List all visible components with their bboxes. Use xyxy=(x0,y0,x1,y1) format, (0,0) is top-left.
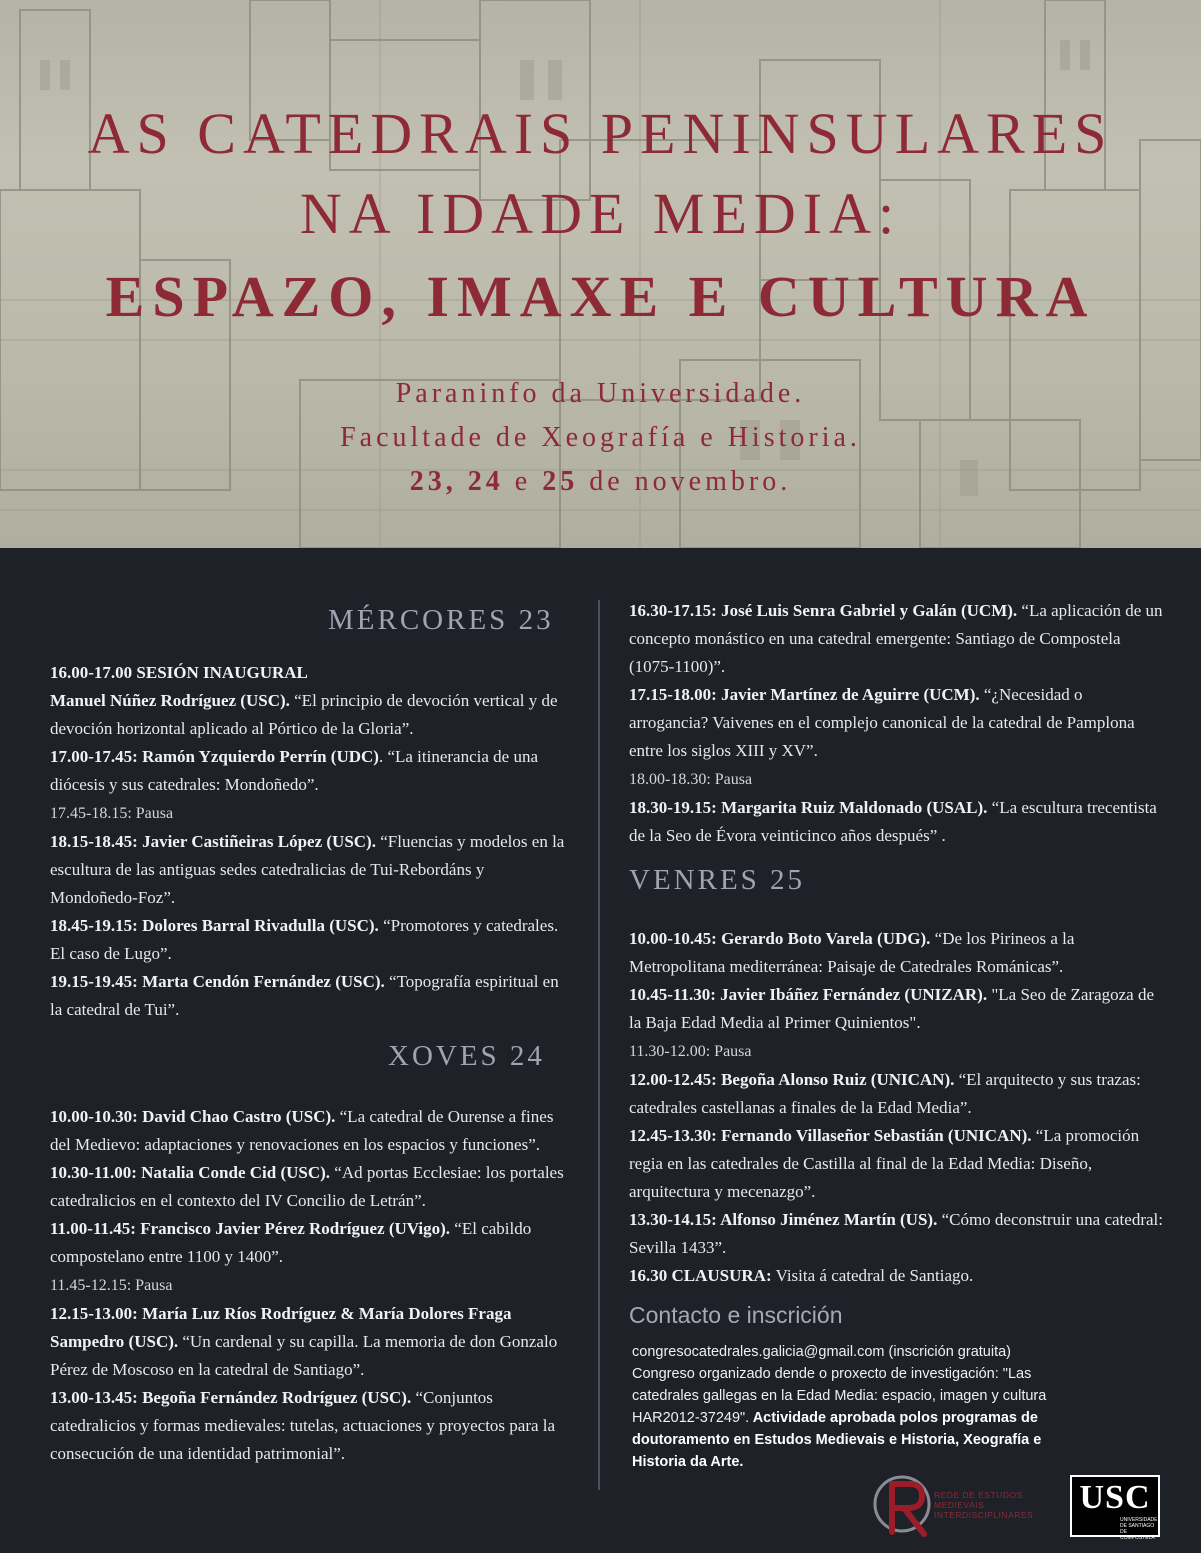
schedule-entry xyxy=(50,687,575,743)
hero-banner xyxy=(0,0,1201,548)
session-title: “Cómo deconstruir una catedral: Sevilla 1433”. xyxy=(629,1210,1163,1257)
session-title: Visita á catedral de Santiago. xyxy=(771,1266,974,1285)
session-speaker: 13.00-13.45: Begoña Fernández Rodríguez (USC). xyxy=(50,1388,412,1407)
break-label: 18.00-18.30: Pausa xyxy=(629,771,753,788)
column-divider xyxy=(598,600,600,1490)
session-title: “El cabildo compostelano entre 1100 y 1400”. xyxy=(50,1219,532,1266)
session-speaker: 10.45-11.30: Javier Ibáñez Fernández (UNIZAR). xyxy=(629,985,988,1004)
session-title: “Conjuntos catedralicios y formas medievales: tutelas, actuaciones y proyectos para la consecución de una identidad patrimonial”. xyxy=(50,1388,556,1463)
red-logo-text xyxy=(934,1490,1033,1520)
session-title: “La catedral de Ourense a fines del Medievo: adaptaciones y renovaciones en los espacios y funciones”. xyxy=(50,1107,554,1154)
usc-subtitle-line2: DE SANTIAGO xyxy=(1120,1523,1155,1529)
schedule-entry xyxy=(50,828,575,912)
day-heading-mercores: MÉRCORES 23 xyxy=(328,604,554,636)
session-title: “Fluencias y modelos en la escultura de las antiguas sedes catedralicias de Tui-Rebordáns y Mondoñedo-Foz”. xyxy=(50,832,565,907)
date-24: 24 xyxy=(467,466,504,497)
session-title: “Promotores y catedrales. El caso de Lugo”. xyxy=(50,916,559,963)
session-speaker: 16.30-17.15: José Luis Senra Gabriel y Galán (UCM). xyxy=(629,601,1018,620)
session-speaker: 12.00-12.45: Begoña Alonso Ruiz (UNICAN). xyxy=(629,1070,955,1089)
contact-block xyxy=(629,1341,1092,1473)
session-speaker: 13.30-14.15: Alfonso Jiménez Martín (US). xyxy=(629,1210,938,1229)
session-speaker: Manuel Núñez Rodríguez (USC). xyxy=(50,691,290,710)
session-title: “Ad portas Ecclesiae: los portales catedralicios en el contexto del IV Concilio de Letrán”. xyxy=(50,1163,564,1210)
date-separator: , xyxy=(445,466,457,497)
schedule-entry xyxy=(50,1271,575,1300)
schedule-entry xyxy=(629,981,1164,1037)
red-logo-line1: REDE DE ESTUDOS xyxy=(934,1490,1023,1500)
schedule-entry xyxy=(629,681,1164,765)
session-title: “¿Necesidad o arrogancia? Vaivenes en el complejo canonical de la catedral de Pamplona entre los siglos XIII y XV”. xyxy=(629,685,1135,760)
date-month: de novembro. xyxy=(589,466,792,497)
red-logo-line3: INTERDISCIPLINARES xyxy=(934,1510,1034,1520)
session-speaker: 11.00-11.45: Francisco Javier Pérez Rodríguez (UVigo). xyxy=(50,1219,451,1238)
session-speaker: 18.45-19.15: Dolores Barral Rivadulla (USC). xyxy=(50,916,379,935)
schedule-entry xyxy=(50,1103,575,1159)
session-speaker: 17.15-18.00: Javier Martínez de Aguirre (UCM). xyxy=(629,685,980,704)
schedule-entry xyxy=(50,1159,575,1215)
schedule-entry xyxy=(50,1215,575,1271)
session-title: “Topografía espiritual en la catedral de Tui”. xyxy=(50,972,559,1019)
session-title: “Un cardenal y su capilla. La memoria de don Gonzalo Pérez de Moscoso en la catedral de Santiago”. xyxy=(50,1332,558,1379)
schedule-entry xyxy=(50,1300,575,1384)
red-logo-line2: MEDIEVAIS xyxy=(934,1500,985,1510)
contact-approval: Actividade aprobada polos programas de doutoramento en Estudos Medievais e Historia, Xeografía e Historia da Arte. xyxy=(632,1410,1042,1470)
day-heading-venres: VENRES 25 xyxy=(629,864,806,896)
title-line-2: NA IDADE MEDIA: xyxy=(299,181,902,246)
session-title: “La aplicación de un concepto monástico en una catedral emergente: Santiago de Compostela (1075-1100)”. xyxy=(629,601,1163,676)
session-title: “El arquitecto y sus trazas: catedrales castellanas a finales de la Edad Media”. xyxy=(629,1070,1141,1117)
title-line-3: ESPAZO, IMAXE E CULTURA xyxy=(105,264,1096,329)
session-title: “La promoción regia en las catedrales de Castilla al final de la Edad Media: Diseño, arquitectura y mecenazgo”. xyxy=(629,1126,1140,1201)
contact-heading: Contacto e inscrición xyxy=(629,1302,843,1328)
day2-schedule xyxy=(50,1103,575,1468)
day2-schedule-continued xyxy=(629,597,1164,850)
break-label: 11.45-12.15: Pausa xyxy=(50,1277,173,1294)
session-title: “La escultura trecentista de la Seo de Évora veinticinco años después” . xyxy=(629,798,1157,845)
schedule-entry xyxy=(50,968,575,1024)
session-speaker: 10.00-10.30: David Chao Castro (USC). xyxy=(50,1107,336,1126)
schedule-entry xyxy=(629,765,1164,794)
schedule-entry xyxy=(629,1066,1164,1122)
venue-line-1: Paraninfo da Universidade. xyxy=(395,378,806,409)
session-speaker: 19.15-19.45: Marta Cendón Fernández (USC). xyxy=(50,972,385,991)
event-dates xyxy=(0,468,1201,496)
usc-subtitle xyxy=(1120,1517,1158,1541)
schedule-entry xyxy=(50,743,575,799)
day-heading-xoves: XOVES 24 xyxy=(388,1040,545,1072)
schedule-entry xyxy=(50,912,575,968)
schedule-entry xyxy=(629,925,1164,981)
session-speaker: 16.30 CLAUSURA: xyxy=(629,1266,772,1285)
usc-subtitle-line3: DE COMPOSTELA xyxy=(1120,1529,1155,1541)
session-speaker: 10.00-10.45: Gerardo Boto Varela (UDG). xyxy=(629,929,931,948)
schedule-entry xyxy=(629,1122,1164,1206)
schedule-entry xyxy=(629,1037,1164,1066)
session-speaker: 12.15-13.00: María Luz Ríos Rodríguez & María Dolores Fraga Sampedro (USC). xyxy=(50,1304,512,1351)
contact-project xyxy=(632,1363,1092,1473)
usc-wordmark: USC xyxy=(1079,1479,1151,1516)
rede-estudos-medievais-logo xyxy=(866,1470,1046,1542)
program-right-column xyxy=(629,548,1164,1473)
schedule-entry xyxy=(629,597,1164,681)
session-speaker: 17.00-17.45: Ramón Yzquierdo Perrín (UDC) xyxy=(50,747,379,766)
schedule-entry xyxy=(50,799,575,828)
schedule-entry xyxy=(629,1206,1164,1262)
contact-project-text: Congreso organizado dende o proxecto de investigación: "Las catedrales gallegas en la Edad Media: espacio, imagen y cultura HAR2012-37249". xyxy=(632,1366,1047,1426)
session-title: . “La itinerancia de una diócesis y sus catedrales: Mondoñedo”. xyxy=(50,747,538,794)
session-speaker: 16.00-17.00 SESIÓN INAUGURAL xyxy=(50,663,308,682)
session-title: "La Seo de Zaragoza de la Baja Edad Media al Primer Quinientos". xyxy=(629,985,1155,1032)
schedule-entry xyxy=(50,659,575,687)
session-title: “El principio de devoción vertical y de devoción horizontal aplicado al Pórtico de la Gloria”. xyxy=(50,691,558,738)
session-speaker: 10.30-11.00: Natalia Conde Cid (USC). xyxy=(50,1163,331,1182)
contact-email[interactable]: congresocatedrales.galicia@gmail.com (inscrición gratuita) xyxy=(632,1344,1011,1360)
session-speaker: 18.15-18.45: Javier Castiñeiras López (USC). xyxy=(50,832,376,851)
usc-subtitle-line1: UNIVERSIDADE xyxy=(1120,1517,1158,1523)
usc-logo xyxy=(1070,1475,1160,1541)
break-label: 17.45-18.15: Pausa xyxy=(50,805,174,822)
schedule-entry xyxy=(50,1384,575,1468)
session-title: “De los Pirineos a la Metropolitana mediterránea: Paisaje de Catedrales Románicas”. xyxy=(629,929,1075,976)
break-label: 11.30-12.00: Pausa xyxy=(629,1043,752,1060)
program-left-column xyxy=(50,548,575,1468)
title-line-1: AS CATEDRAIS PENINSULARES xyxy=(87,101,1114,166)
date-25: 25 xyxy=(542,466,579,497)
day3-schedule xyxy=(629,925,1164,1290)
session-speaker: 12.45-13.30: Fernando Villaseñor Sebastián (UNICAN). xyxy=(629,1126,1032,1145)
date-23: 23 xyxy=(409,466,446,497)
date-conjunction: e xyxy=(514,466,532,497)
session-speaker: 18.30-19.15: Margarita Ruiz Maldonado (USAL). xyxy=(629,798,988,817)
schedule-entry xyxy=(629,794,1164,850)
day1-schedule xyxy=(50,659,575,1024)
venue-line-2: Facultade de Xeografía e Historia. xyxy=(340,422,861,453)
schedule-entry xyxy=(629,1262,1164,1290)
